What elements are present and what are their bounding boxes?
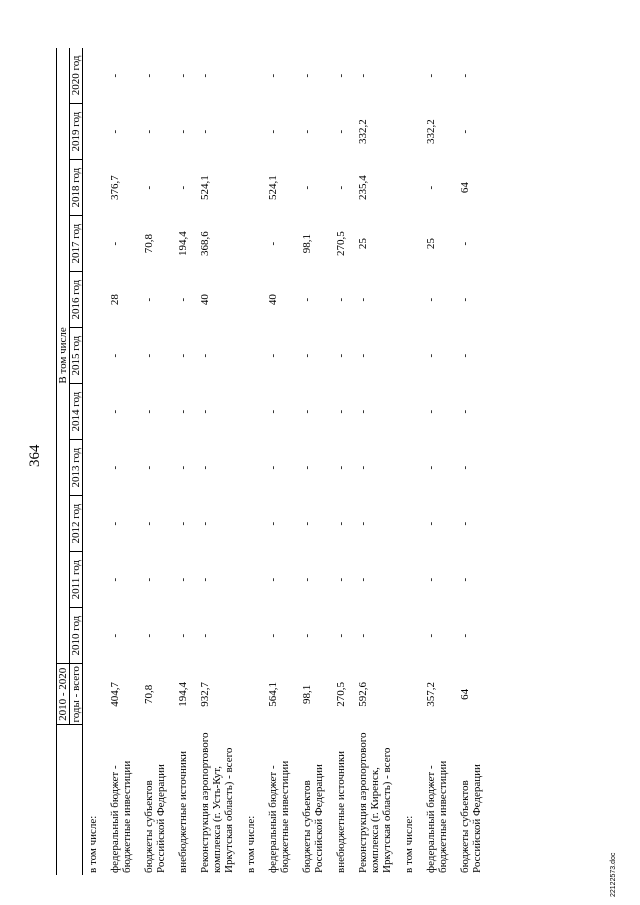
row-total: 194,4 bbox=[177, 681, 189, 707]
header-total-label: годы - всего bbox=[70, 664, 83, 725]
year-value-cell: 524,1 bbox=[267, 175, 279, 201]
year-value-cell bbox=[241, 272, 263, 328]
header-year: 2013 год bbox=[70, 440, 83, 496]
footer-filename: 22122573.doc bbox=[610, 852, 617, 897]
table-row bbox=[105, 48, 139, 875]
budget-table bbox=[56, 48, 489, 875]
year-value-cell bbox=[241, 104, 263, 160]
row-total: 932,7 bbox=[199, 681, 211, 707]
year-value-cell: - bbox=[109, 633, 121, 638]
year-value-cell: - bbox=[143, 521, 155, 526]
year-value-cell bbox=[399, 552, 421, 608]
table-row bbox=[173, 48, 195, 875]
year-value-cell: 28 bbox=[109, 294, 121, 306]
year-value-cell bbox=[241, 216, 263, 272]
year-value-cell bbox=[399, 104, 421, 160]
row-label: бюджеты субъектов Российской Федерации bbox=[143, 764, 167, 873]
year-value-cell: - bbox=[335, 353, 347, 358]
row-total bbox=[399, 664, 421, 725]
table-body bbox=[83, 48, 490, 875]
year-value-cell: - bbox=[425, 633, 437, 638]
year-value-cell: - bbox=[177, 353, 189, 358]
year-value-cell: - bbox=[267, 577, 279, 582]
table-row bbox=[83, 48, 106, 875]
year-value-cell bbox=[399, 48, 421, 104]
year-value-cell bbox=[399, 440, 421, 496]
year-value-cell: - bbox=[357, 465, 369, 470]
year-value-cell bbox=[83, 272, 106, 328]
year-value-cell: - bbox=[425, 297, 437, 302]
year-value-cell: - bbox=[357, 521, 369, 526]
year-value-cell bbox=[399, 608, 421, 664]
year-value-cell: - bbox=[143, 297, 155, 302]
year-value-cell: - bbox=[267, 633, 279, 638]
year-value-cell: - bbox=[177, 185, 189, 190]
year-value-cell: 70,8 bbox=[143, 234, 155, 254]
year-value-cell: - bbox=[267, 521, 279, 526]
year-value-cell: - bbox=[143, 73, 155, 78]
year-value-cell: - bbox=[301, 353, 313, 358]
year-value-cell: - bbox=[357, 409, 369, 414]
year-value-cell: - bbox=[199, 577, 211, 582]
row-total: 270,5 bbox=[335, 681, 347, 707]
year-value-cell: - bbox=[301, 521, 313, 526]
year-value-cell: - bbox=[459, 577, 471, 582]
row-label: федеральный бюджет - бюджетные инвестиции bbox=[425, 760, 449, 873]
year-value-cell bbox=[241, 440, 263, 496]
year-value-cell bbox=[241, 48, 263, 104]
year-value-cell: 64 bbox=[459, 182, 471, 194]
header-year: 2018 год bbox=[70, 160, 83, 216]
year-value-cell: - bbox=[177, 577, 189, 582]
year-value-cell: - bbox=[335, 73, 347, 78]
row-total bbox=[241, 664, 263, 725]
year-value-cell: - bbox=[177, 465, 189, 470]
table-row bbox=[421, 48, 455, 875]
year-value-cell: - bbox=[109, 577, 121, 582]
year-value-cell: - bbox=[357, 633, 369, 638]
year-value-cell: - bbox=[109, 409, 121, 414]
year-value-cell bbox=[83, 160, 106, 216]
year-value-cell: - bbox=[267, 465, 279, 470]
year-value-cell: - bbox=[335, 185, 347, 190]
table-row bbox=[241, 48, 263, 875]
year-value-cell: - bbox=[199, 129, 211, 134]
year-value-cell: - bbox=[267, 73, 279, 78]
year-value-cell: 25 bbox=[357, 238, 369, 250]
row-total: 564,1 bbox=[267, 681, 279, 707]
table-row bbox=[297, 48, 331, 875]
year-value-cell: - bbox=[199, 73, 211, 78]
year-value-cell: - bbox=[199, 409, 211, 414]
year-value-cell: - bbox=[459, 241, 471, 246]
header-year: 2010 год bbox=[70, 608, 83, 664]
year-value-cell: - bbox=[459, 465, 471, 470]
table-row bbox=[195, 48, 241, 875]
year-value-cell: - bbox=[143, 577, 155, 582]
row-label: в том числе: bbox=[403, 815, 415, 873]
year-value-cell: - bbox=[143, 633, 155, 638]
year-value-cell: - bbox=[425, 409, 437, 414]
row-label: федеральный бюджет - бюджетные инвестиции bbox=[109, 760, 133, 873]
year-value-cell: - bbox=[267, 129, 279, 134]
year-value-cell: - bbox=[425, 185, 437, 190]
year-value-cell: - bbox=[301, 297, 313, 302]
year-value-cell bbox=[83, 440, 106, 496]
header-year: 2012 год bbox=[70, 496, 83, 552]
year-value-cell: - bbox=[301, 465, 313, 470]
year-value-cell: - bbox=[109, 73, 121, 78]
year-value-cell: - bbox=[357, 577, 369, 582]
header-year: 2020 год bbox=[70, 48, 83, 104]
year-value-cell: - bbox=[267, 353, 279, 358]
year-value-cell: - bbox=[357, 73, 369, 78]
year-value-cell: - bbox=[199, 465, 211, 470]
year-value-cell: 368,6 bbox=[199, 231, 211, 257]
year-value-cell bbox=[241, 160, 263, 216]
row-label: в том числе: bbox=[245, 815, 257, 873]
year-value-cell: 25 bbox=[425, 238, 437, 250]
year-value-cell: - bbox=[459, 521, 471, 526]
header-blank bbox=[57, 725, 70, 875]
year-value-cell: - bbox=[425, 577, 437, 582]
year-value-cell: - bbox=[143, 409, 155, 414]
row-label: в том числе: bbox=[87, 815, 99, 873]
year-value-cell: - bbox=[109, 129, 121, 134]
row-label: Реконструкция аэропортового комплекса (г. Усть-Кут, Иркутская область) - всего bbox=[199, 732, 235, 873]
year-value-cell: - bbox=[109, 521, 121, 526]
year-value-cell: - bbox=[335, 577, 347, 582]
year-value-cell: - bbox=[459, 633, 471, 638]
row-total: 98,1 bbox=[301, 684, 313, 704]
year-value-cell bbox=[83, 384, 106, 440]
header-total-years: 2010 - 2020 bbox=[57, 664, 70, 725]
year-value-cell bbox=[399, 160, 421, 216]
header-year: 2011 год bbox=[70, 552, 83, 608]
row-label: внебюджетные источники bbox=[177, 750, 189, 873]
row-total: 404,7 bbox=[109, 681, 121, 707]
year-value-cell bbox=[83, 48, 106, 104]
year-value-cell bbox=[241, 496, 263, 552]
year-value-cell bbox=[241, 384, 263, 440]
year-value-cell: 270,5 bbox=[335, 231, 347, 257]
year-value-cell: - bbox=[335, 521, 347, 526]
row-total: 64 bbox=[459, 688, 471, 700]
year-value-cell: - bbox=[143, 353, 155, 358]
year-value-cell: - bbox=[301, 73, 313, 78]
table-row bbox=[399, 48, 421, 875]
year-value-cell: - bbox=[301, 129, 313, 134]
header-blank-2 bbox=[70, 725, 83, 875]
year-value-cell: - bbox=[177, 521, 189, 526]
year-value-cell bbox=[83, 328, 106, 384]
year-value-cell: - bbox=[425, 521, 437, 526]
year-value-cell: - bbox=[301, 185, 313, 190]
year-value-cell: - bbox=[177, 297, 189, 302]
row-label: внебюджетные источники bbox=[335, 750, 347, 873]
year-value-cell bbox=[83, 496, 106, 552]
year-value-cell: - bbox=[335, 465, 347, 470]
year-value-cell: - bbox=[199, 633, 211, 638]
year-value-cell: - bbox=[335, 409, 347, 414]
year-value-cell: 376,7 bbox=[109, 175, 121, 201]
year-value-cell bbox=[241, 552, 263, 608]
year-value-cell: - bbox=[143, 465, 155, 470]
year-value-cell: - bbox=[109, 465, 121, 470]
page-number: 364 bbox=[27, 444, 43, 467]
table-row bbox=[263, 48, 297, 875]
year-value-cell: - bbox=[177, 409, 189, 414]
year-value-cell bbox=[83, 104, 106, 160]
year-value-cell: - bbox=[109, 241, 121, 246]
year-value-cell: - bbox=[459, 129, 471, 134]
year-value-cell: - bbox=[425, 353, 437, 358]
year-value-cell: 524,1 bbox=[199, 175, 211, 201]
year-value-cell: - bbox=[109, 353, 121, 358]
year-value-cell: - bbox=[459, 353, 471, 358]
year-value-cell: - bbox=[335, 129, 347, 134]
table-row bbox=[353, 48, 399, 875]
year-value-cell: - bbox=[177, 129, 189, 134]
year-value-cell bbox=[241, 328, 263, 384]
year-value-cell: 332,2 bbox=[357, 119, 369, 145]
year-value-cell: - bbox=[267, 241, 279, 246]
year-value-cell bbox=[399, 328, 421, 384]
year-value-cell bbox=[83, 608, 106, 664]
year-value-cell bbox=[83, 552, 106, 608]
year-value-cell: - bbox=[335, 633, 347, 638]
year-value-cell: - bbox=[301, 633, 313, 638]
row-total: 592,6 bbox=[357, 681, 369, 707]
year-value-cell: - bbox=[459, 297, 471, 302]
row-label: бюджеты субъектов Российской Федерации bbox=[459, 764, 483, 873]
year-value-cell: - bbox=[143, 185, 155, 190]
table-row bbox=[139, 48, 173, 875]
year-value-cell: - bbox=[425, 465, 437, 470]
year-value-cell: 98,1 bbox=[301, 234, 313, 254]
header-year: 2014 год bbox=[70, 384, 83, 440]
year-value-cell: 40 bbox=[267, 294, 279, 306]
row-label: федеральный бюджет - бюджетные инвестиции bbox=[267, 760, 291, 873]
year-value-cell bbox=[83, 216, 106, 272]
year-value-cell: - bbox=[177, 73, 189, 78]
table-row bbox=[455, 48, 489, 875]
row-total: 357,2 bbox=[425, 681, 437, 707]
year-value-cell: - bbox=[267, 409, 279, 414]
header-year: 2016 год bbox=[70, 272, 83, 328]
table-row bbox=[331, 48, 353, 875]
year-value-cell bbox=[399, 384, 421, 440]
year-value-cell: - bbox=[357, 297, 369, 302]
year-value-cell: 235,4 bbox=[357, 175, 369, 201]
header-year: 2019 год bbox=[70, 104, 83, 160]
year-value-cell bbox=[399, 496, 421, 552]
year-value-cell: 40 bbox=[199, 294, 211, 306]
year-value-cell: - bbox=[335, 297, 347, 302]
header-year: 2017 год bbox=[70, 216, 83, 272]
year-value-cell bbox=[399, 216, 421, 272]
year-value-cell: 194,4 bbox=[177, 231, 189, 257]
row-total bbox=[83, 664, 106, 725]
year-value-cell: - bbox=[459, 409, 471, 414]
year-value-cell: - bbox=[199, 521, 211, 526]
row-label: бюджеты субъектов Российской Федерации bbox=[301, 764, 325, 873]
row-label: Реконструкция аэропортового комплекса (г. Киренск, Иркутская область) - всего bbox=[357, 732, 393, 873]
year-value-cell: - bbox=[199, 353, 211, 358]
year-value-cell: - bbox=[301, 409, 313, 414]
header-year: 2015 год bbox=[70, 328, 83, 384]
header-including: В том числе bbox=[57, 48, 70, 664]
year-value-cell bbox=[241, 608, 263, 664]
year-value-cell: - bbox=[143, 129, 155, 134]
year-value-cell: - bbox=[357, 353, 369, 358]
row-total: 70,8 bbox=[143, 684, 155, 704]
year-value-cell: - bbox=[459, 73, 471, 78]
year-value-cell bbox=[399, 272, 421, 328]
year-value-cell: 332,2 bbox=[425, 119, 437, 145]
year-value-cell: - bbox=[301, 577, 313, 582]
year-value-cell: - bbox=[425, 73, 437, 78]
year-value-cell: - bbox=[177, 633, 189, 638]
